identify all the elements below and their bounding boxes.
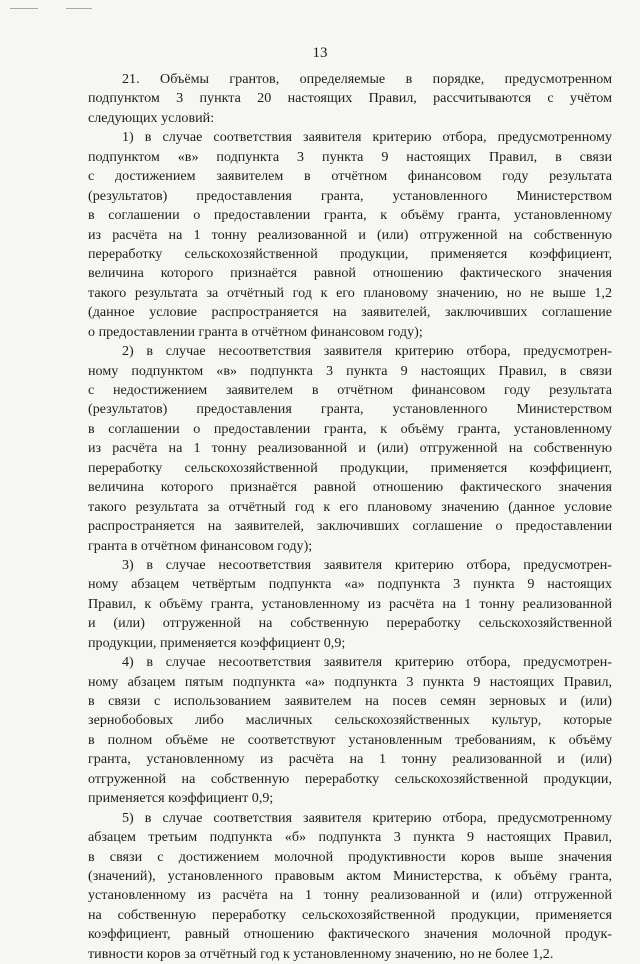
list-item-1 xyxy=(88,128,612,342)
text-line: 4) в случае несоответствия заявителя критерию отбора, предусмотрен- xyxy=(122,654,612,671)
text-line: с достижением заявителем в отчётном финансовом году результата xyxy=(88,168,612,185)
text-line: зернобобовых либо масличных сельскохозяйственных культур, которые xyxy=(88,712,612,729)
text-line: распространяется на заявителей, заключивших соглашение о предоставлении xyxy=(88,518,612,535)
text-line: (данное условие распространяется на заявителей, заключивших соглашение xyxy=(88,304,612,321)
text-line: 2) в случае несоответствия заявителя критерию отбора, предусмотрен- xyxy=(122,343,612,360)
text-line: о предоставлении гранта в отчётном финансовом году); xyxy=(88,323,423,340)
text-line: такого результата за отчётный год к его плановому значению, но не выше 1,2 xyxy=(88,284,612,301)
text-line: переработку сельскохозяйственной продукции, применяется коэффициент, xyxy=(88,459,612,476)
text-line: и (или) отгруженной на собственную переработку сельскохозяйственной xyxy=(88,615,612,632)
text-line: в связи с использованием заявителем на посев семян зерновых и (или) xyxy=(88,693,612,709)
text-line: ному абзацем четвёртым подпункта «а» подпункта 3 пункта 9 настоящих xyxy=(88,576,612,593)
text-line: (значений), установленного правовым актом Министерства, к объёму гранта, xyxy=(88,867,612,884)
text-line: 5) в случае соответствия заявителя критерию отбора, предусмотренному xyxy=(122,809,612,826)
text-line: применяется коэффициент 0,9; xyxy=(88,790,274,807)
paragraph-21 xyxy=(88,70,612,128)
scan-edge-mark-left xyxy=(10,8,38,9)
text-line: Правил, к объёму гранта, установленному из расчёта на 1 тонну реализованной xyxy=(88,595,612,612)
text-line: в полном объёме не соответствуют установленным требованиям, к объёму xyxy=(88,731,612,748)
scan-edge-mark-center xyxy=(66,8,92,9)
text-line: абзацем третьим подпункта «б» подпункта 3 пункта 9 настоящих Правил, xyxy=(88,829,612,846)
text-line: в соглашении о предоставлении гранта, к объёму гранта, установленному xyxy=(88,420,612,437)
text-line: в соглашении о предоставлении гранта, к объёму гранта, установленному xyxy=(88,207,612,224)
list-item-5 xyxy=(88,809,612,964)
text-line: продукции, применяется коэффициент 0,9; xyxy=(88,634,346,651)
text-line: отгруженной на собственную переработку сельскохозяйственной продукции, xyxy=(88,770,612,787)
list-item-3 xyxy=(88,556,612,653)
text-line: такого результата за отчётный год к его плановому значению (данное условие xyxy=(88,498,612,515)
page-number: 13 xyxy=(312,45,328,61)
text-line: (результатов) предоставления гранта, установленного Министерством xyxy=(88,401,612,418)
text-line: гранта, установленному из расчёта на 1 тонну реализованной и (или) xyxy=(88,751,612,768)
text-line: тивности коров за отчётный год к установленному значению, но не более 1,2. xyxy=(88,945,554,962)
list-item-4 xyxy=(88,653,612,809)
text-line: величина которого признаётся равной отношению фактического значения xyxy=(88,265,612,282)
text-line: из расчёта на 1 тонну реализованной и (или) отгруженной на собственную xyxy=(88,440,612,457)
document-body xyxy=(88,70,612,964)
list-item-2 xyxy=(88,342,612,556)
text-line: 21. Объёмы грантов, определяемые в порядке, предусмотренном xyxy=(122,71,612,87)
text-line: 1) в случае соответствия заявителя критерию отбора, предусмотренному xyxy=(122,129,612,146)
text-line: ному подпунктом «в» подпункта 3 пункта 9 настоящих Правил, в связи xyxy=(88,362,612,379)
text-line: гранта в отчётном финансовом году); xyxy=(88,537,313,554)
text-line: в связи с достижением молочной продуктивности коров выше значения xyxy=(88,848,612,865)
text-line: с недостижением заявителем в отчётном финансовом году результата xyxy=(88,382,612,398)
text-line: следующих условий: xyxy=(88,109,215,126)
text-line: величина которого признаётся равной отношению фактического значения xyxy=(88,479,612,496)
text-line: коэффициент, равный отношению фактического значения молочной продук- xyxy=(88,926,612,943)
text-line: 3) в случае несоответствия заявителя критерию отбора, предусмотрен- xyxy=(122,556,612,573)
text-line: на собственную переработку сельскохозяйственной продукции, применяется xyxy=(88,906,612,923)
text-line: подпунктом «в» подпункта 3 пункта 9 настоящих Правил, в связи xyxy=(88,148,612,165)
text-line: из расчёта на 1 тонну реализованной и (или) отгруженной на собственную xyxy=(88,226,612,243)
text-line: переработку сельскохозяйственной продукции, применяется коэффициент, xyxy=(88,245,612,262)
text-line: установленному из расчёта на 1 тонну реализованной и (или) отгруженной xyxy=(88,887,612,904)
text-line: (результатов) предоставления гранта, установленного Министерством xyxy=(88,187,612,204)
text-line: подпунктом 3 пункта 20 настоящих Правил, рассчитываются с учётом xyxy=(88,90,612,107)
text-line: ному абзацем пятым подпункта «а» подпункта 3 пункта 9 настоящих Правил, xyxy=(88,673,612,690)
